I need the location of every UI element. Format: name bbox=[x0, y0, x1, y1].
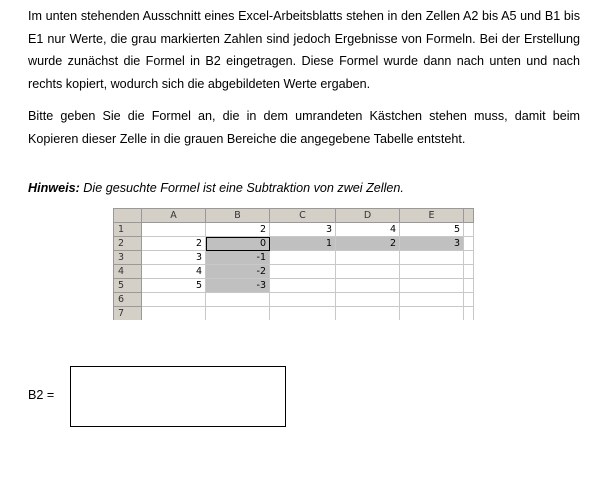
cell-partial bbox=[464, 251, 474, 265]
row-header: 2 bbox=[114, 237, 142, 251]
cell-b5: -3 bbox=[206, 279, 270, 293]
cell-c4 bbox=[270, 265, 336, 279]
spreadsheet-row bbox=[114, 279, 474, 293]
cell-d3 bbox=[336, 251, 400, 265]
cell-d5 bbox=[336, 279, 400, 293]
cell-partial bbox=[464, 293, 474, 307]
cell-e2: 3 bbox=[400, 237, 464, 251]
cell-c2: 1 bbox=[270, 237, 336, 251]
cell-e7 bbox=[400, 307, 464, 321]
cell-b6 bbox=[206, 293, 270, 307]
cell-a5: 5 bbox=[142, 279, 206, 293]
cell-c7 bbox=[270, 307, 336, 321]
row-header: 4 bbox=[114, 265, 142, 279]
spreadsheet-row bbox=[114, 237, 474, 251]
cell-e1: 5 bbox=[400, 223, 464, 237]
spreadsheet-grid bbox=[113, 208, 474, 320]
hint-text: Die gesuchte Formel ist eine Subtraktion von zwei Zellen. bbox=[79, 181, 404, 195]
row-header: 5 bbox=[114, 279, 142, 293]
cell-a2: 2 bbox=[142, 237, 206, 251]
column-header: C bbox=[270, 209, 336, 223]
hint bbox=[28, 181, 404, 195]
corner-header bbox=[114, 209, 142, 223]
cell-d1: 4 bbox=[336, 223, 400, 237]
cell-partial bbox=[464, 223, 474, 237]
spreadsheet-row bbox=[114, 265, 474, 279]
cell-a7 bbox=[142, 307, 206, 321]
spreadsheet-row bbox=[114, 251, 474, 265]
cell-c5 bbox=[270, 279, 336, 293]
cell-a6 bbox=[142, 293, 206, 307]
cell-d2: 2 bbox=[336, 237, 400, 251]
row-header: 6 bbox=[114, 293, 142, 307]
column-header: D bbox=[336, 209, 400, 223]
column-header: B bbox=[206, 209, 270, 223]
column-header: A bbox=[142, 209, 206, 223]
cell-c1: 3 bbox=[270, 223, 336, 237]
cell-d7 bbox=[336, 307, 400, 321]
cell-a3: 3 bbox=[142, 251, 206, 265]
row-header: 3 bbox=[114, 251, 142, 265]
cell-c3 bbox=[270, 251, 336, 265]
cell-partial bbox=[464, 307, 474, 321]
spreadsheet-row bbox=[114, 293, 474, 307]
cell-e3 bbox=[400, 251, 464, 265]
hint-label: Hinweis: bbox=[28, 181, 80, 195]
cell-a1 bbox=[142, 223, 206, 237]
row-header: 1 bbox=[114, 223, 142, 237]
spreadsheet-row bbox=[114, 307, 474, 321]
task-description: Im unten stehenden Ausschnitt eines Excel-Arbeitsblatts stehen in den Zellen A2 bis A5 und B1 bis E1 nur Werte, die grau markierten Zahlen sind jedoch Ergebnisse von Formeln. Bei der Erstellung wurde zunächst die Formel in B2 eingetragen. Diese Formel wurde dann nach unten und nach rechts kopiert, wodurch sich die abgebildeten Werte ergaben. bbox=[28, 9, 580, 91]
cell-b7 bbox=[206, 307, 270, 321]
spreadsheet-row bbox=[114, 223, 474, 237]
cell-partial bbox=[464, 237, 474, 251]
answer-label: B2 = bbox=[28, 388, 55, 402]
cell-c6 bbox=[270, 293, 336, 307]
cell-b4: -2 bbox=[206, 265, 270, 279]
column-header: E bbox=[400, 209, 464, 223]
cell-b2: 0 bbox=[206, 237, 270, 251]
cell-b3: -1 bbox=[206, 251, 270, 265]
cell-e6 bbox=[400, 293, 464, 307]
column-header-partial bbox=[464, 209, 474, 223]
task-instruction: Bitte geben Sie die Formel an, die in dem umrandeten Kästchen stehen muss, damit beim Kopieren dieser Zelle in die grauen Bereiche die angegebene Tabelle entsteht. bbox=[28, 109, 580, 146]
cell-b1: 2 bbox=[206, 223, 270, 237]
cell-partial bbox=[464, 265, 474, 279]
cell-e5 bbox=[400, 279, 464, 293]
cell-d6 bbox=[336, 293, 400, 307]
cell-partial bbox=[464, 279, 474, 293]
spreadsheet-excerpt bbox=[113, 208, 495, 320]
column-header-row bbox=[114, 209, 474, 223]
cell-e4 bbox=[400, 265, 464, 279]
row-header: 7 bbox=[114, 307, 142, 321]
cell-a4: 4 bbox=[142, 265, 206, 279]
formula-answer-box[interactable] bbox=[70, 366, 286, 427]
cell-d4 bbox=[336, 265, 400, 279]
